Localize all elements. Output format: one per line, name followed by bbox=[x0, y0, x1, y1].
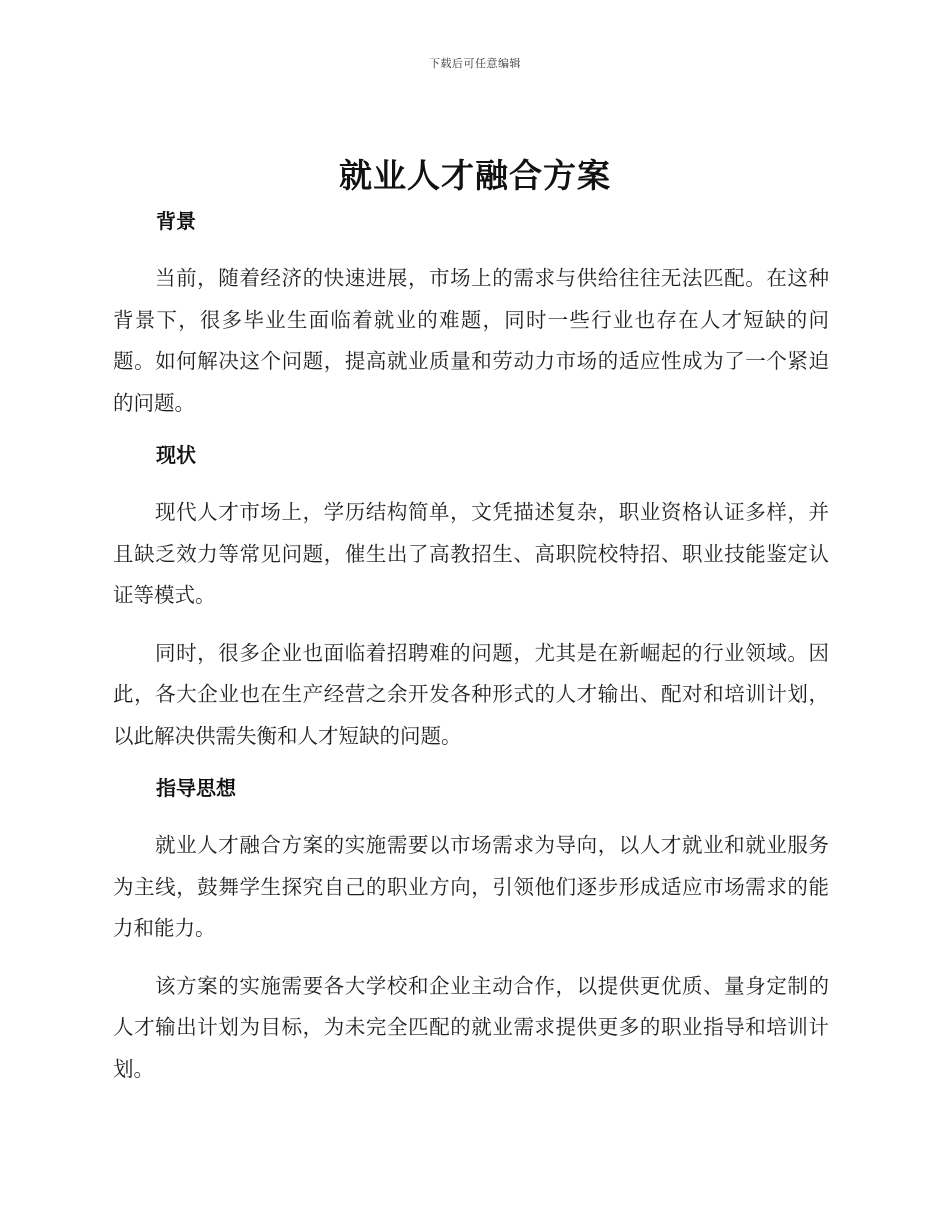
section-guiding-principles bbox=[113, 773, 829, 1090]
section-background bbox=[113, 206, 829, 424]
section-heading-status: 现状 bbox=[156, 443, 196, 467]
section-heading-guiding-principles: 指导思想 bbox=[156, 776, 236, 800]
paragraph: 就业人才融合方案的实施需要以市场需求为导向，以人才就业和就业服务为主线，鼓舞学生探究自己的职业方向，引领他们逐步形成适应市场需求的能力和能力。 bbox=[113, 833, 829, 940]
document-body bbox=[113, 206, 829, 1090]
section-heading-background: 背景 bbox=[156, 209, 196, 233]
page-header-note: 下载后可任意编辑 bbox=[429, 57, 521, 70]
paragraph: 现代人才市场上，学历结构简单，文凭描述复杂，职业资格认证多样，并且缺乏效力等常见问题，催生出了高教招生、高职院校特招、职业技能鉴定认证等模式。 bbox=[113, 500, 829, 607]
document-title: 就业人才融合方案 bbox=[339, 156, 611, 195]
paragraph: 该方案的实施需要各大学校和企业主动合作，以提供更优质、量身定制的人才输出计划为目标，为未完全匹配的就业需求提供更多的职业指导和培训计划。 bbox=[113, 973, 829, 1081]
section-status bbox=[113, 440, 829, 757]
paragraph: 同时，很多企业也面临着招聘难的问题，尤其是在新崛起的行业领域。因此，各大企业也在生产经营之余开发各种形式的人才输出、配对和培训计划，以此解决供需失衡和人才短缺的问题。 bbox=[113, 640, 829, 748]
paragraph: 当前，随着经济的快速进展，市场上的需求与供给往往无法匹配。在这种背景下，很多毕业生面临着就业的难题，同时一些行业也存在人才短缺的问题。如何解决这个问题，提高就业质量和劳动力市场的适应性成为了一个紧迫的问题。 bbox=[113, 266, 829, 415]
